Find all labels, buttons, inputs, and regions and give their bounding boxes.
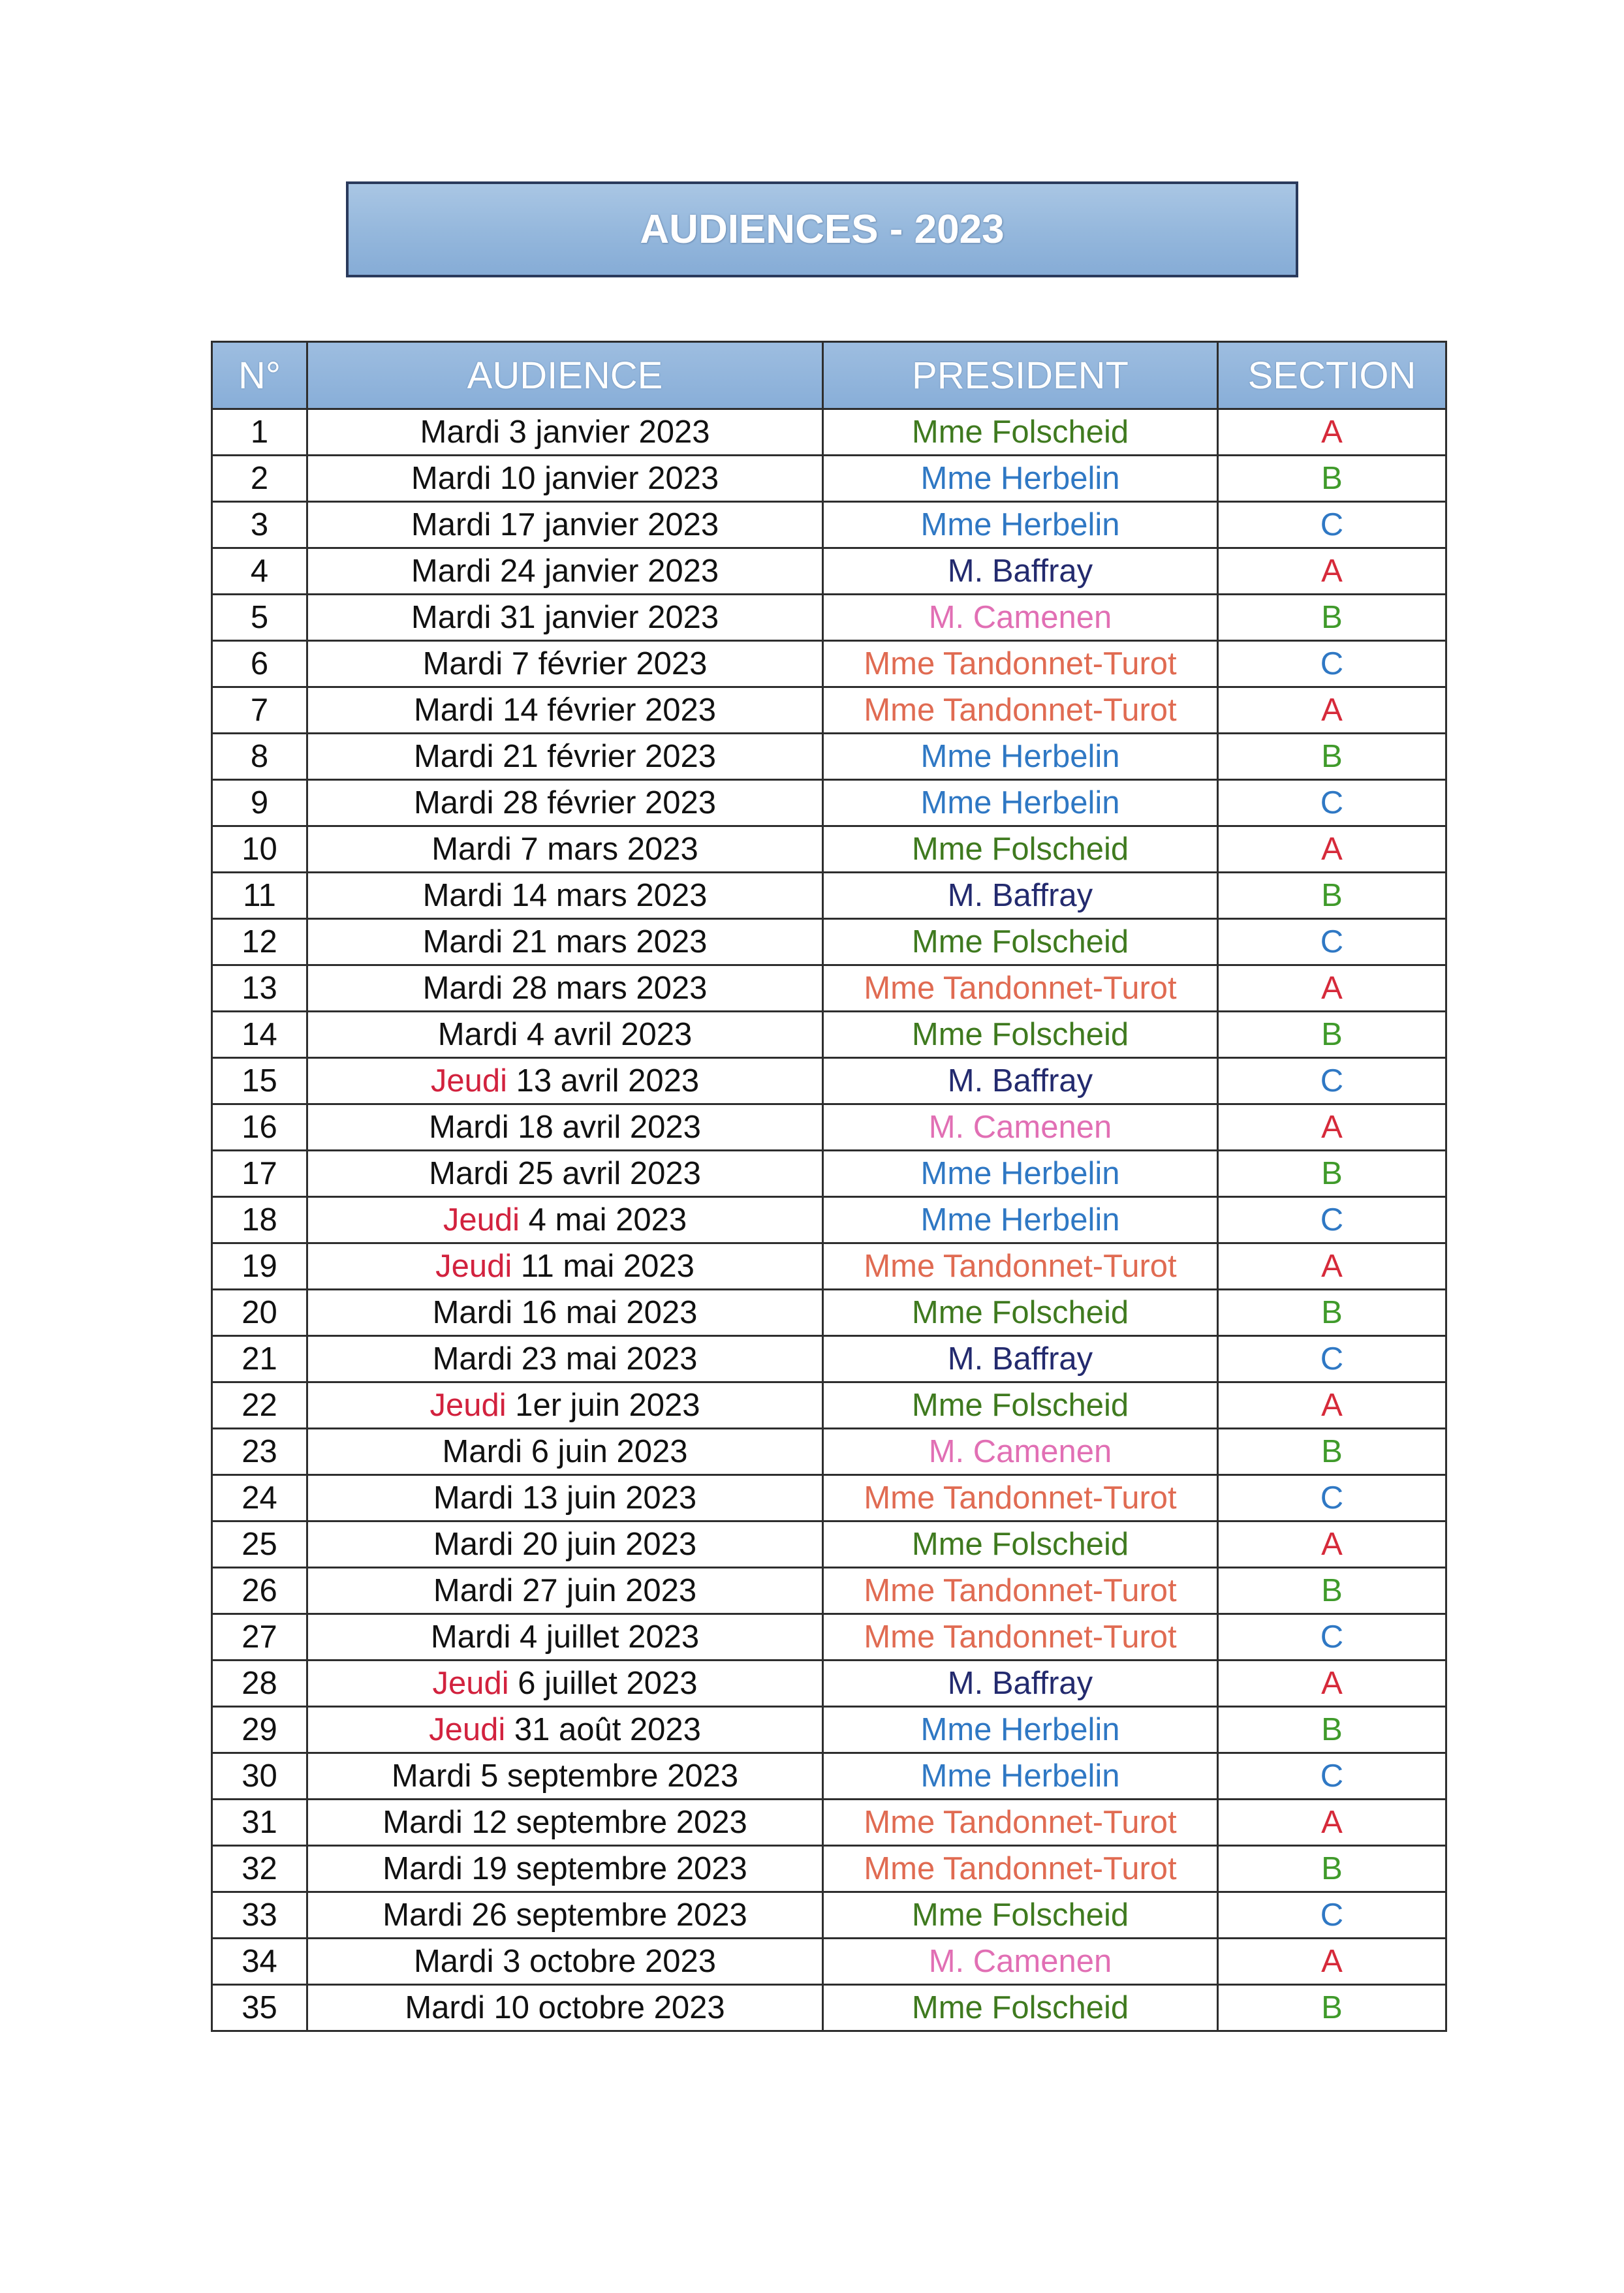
row-number: 15 xyxy=(212,1058,307,1104)
table-row xyxy=(212,1382,1446,1429)
table-row xyxy=(212,1707,1446,1753)
table-row xyxy=(212,1846,1446,1892)
audience-date-cell xyxy=(307,734,823,780)
president-cell: Mme Folscheid xyxy=(823,919,1218,965)
audience-date: 27 juin 2023 xyxy=(522,1573,697,1608)
president-cell: Mme Tandonnet-Turot xyxy=(823,641,1218,687)
row-number: 10 xyxy=(212,826,307,873)
president-cell: Mme Folscheid xyxy=(823,826,1218,873)
table-row xyxy=(212,965,1446,1012)
audience-weekday: Mardi xyxy=(422,971,503,1006)
row-number: 2 xyxy=(212,456,307,502)
audience-date-cell xyxy=(307,919,823,965)
audience-date-cell xyxy=(307,1892,823,1939)
table-row xyxy=(212,548,1446,595)
header-audience: AUDIENCE xyxy=(307,342,823,409)
audience-weekday: Mardi xyxy=(422,878,503,913)
section-cell: A xyxy=(1218,409,1446,456)
president-cell: Mme Herbelin xyxy=(823,1197,1218,1243)
audience-date: 3 octobre 2023 xyxy=(503,1944,717,1979)
row-number: 21 xyxy=(212,1336,307,1382)
header-num: N° xyxy=(212,342,307,409)
header-section: SECTION xyxy=(1218,342,1446,409)
table-row xyxy=(212,1197,1446,1243)
audience-weekday: Mardi xyxy=(411,507,492,542)
section-cell: C xyxy=(1218,641,1446,687)
audience-date-cell xyxy=(307,1846,823,1892)
section-cell: C xyxy=(1218,1753,1446,1800)
audience-date-cell xyxy=(307,687,823,734)
section-cell: A xyxy=(1218,1800,1446,1846)
audience-date: 31 août 2023 xyxy=(514,1712,701,1747)
audience-weekday: Mardi xyxy=(442,1434,523,1469)
president-cell: Mme Tandonnet-Turot xyxy=(823,965,1218,1012)
audience-date: 18 avril 2023 xyxy=(518,1110,701,1145)
row-number: 28 xyxy=(212,1661,307,1707)
table-row xyxy=(212,1429,1446,1475)
audience-weekday: Mardi xyxy=(391,1758,472,1794)
president-cell: Mme Folscheid xyxy=(823,1290,1218,1336)
row-number: 3 xyxy=(212,502,307,548)
audience-weekday: Mardi xyxy=(433,1527,514,1562)
section-cell: B xyxy=(1218,1429,1446,1475)
table-row xyxy=(212,1151,1446,1197)
audience-date-cell xyxy=(307,502,823,548)
audience-weekday: Mardi xyxy=(430,1619,511,1655)
audience-date-cell xyxy=(307,780,823,826)
row-number: 12 xyxy=(212,919,307,965)
president-cell: Mme Herbelin xyxy=(823,780,1218,826)
table-row xyxy=(212,1661,1446,1707)
audience-date: 26 septembre 2023 xyxy=(471,1897,747,1933)
president-cell: Mme Herbelin xyxy=(823,1707,1218,1753)
page-title: AUDIENCES - 2023 xyxy=(640,207,1005,252)
audience-date: 3 janvier 2023 xyxy=(508,414,710,450)
audience-date-cell xyxy=(307,1243,823,1290)
audience-date-cell xyxy=(307,1429,823,1475)
president-cell: M. Camenen xyxy=(823,1939,1218,1985)
audience-date: 24 janvier 2023 xyxy=(500,554,719,589)
president-cell: M. Baffray xyxy=(823,1336,1218,1382)
audience-date-cell xyxy=(307,548,823,595)
row-number: 14 xyxy=(212,1012,307,1058)
table-row xyxy=(212,1568,1446,1614)
audience-weekday: Mardi xyxy=(433,1480,514,1516)
row-number: 7 xyxy=(212,687,307,734)
section-cell: A xyxy=(1218,1521,1446,1568)
section-cell: C xyxy=(1218,1058,1446,1104)
section-cell: B xyxy=(1218,456,1446,502)
table-row xyxy=(212,919,1446,965)
table-row xyxy=(212,1753,1446,1800)
row-number: 26 xyxy=(212,1568,307,1614)
audience-date: 1er juin 2023 xyxy=(515,1388,700,1423)
audience-date-cell xyxy=(307,409,823,456)
audience-date: 20 juin 2023 xyxy=(522,1527,697,1562)
row-number: 34 xyxy=(212,1939,307,1985)
row-number: 6 xyxy=(212,641,307,687)
row-number: 30 xyxy=(212,1753,307,1800)
audience-date: 13 avril 2023 xyxy=(516,1063,700,1099)
audience-date: 14 mars 2023 xyxy=(511,878,708,913)
audience-date: 5 septembre 2023 xyxy=(480,1758,739,1794)
table-row xyxy=(212,1243,1446,1290)
table-row xyxy=(212,780,1446,826)
audience-date: 7 février 2023 xyxy=(511,646,708,681)
section-cell: B xyxy=(1218,1707,1446,1753)
president-cell: Mme Folscheid xyxy=(823,1892,1218,1939)
audience-weekday: Mardi xyxy=(383,1805,463,1840)
section-cell: A xyxy=(1218,965,1446,1012)
audience-weekday: Jeudi xyxy=(443,1202,520,1238)
audience-date: 7 mars 2023 xyxy=(520,832,698,867)
audience-weekday: Mardi xyxy=(383,1851,463,1886)
section-cell: A xyxy=(1218,1243,1446,1290)
audience-date: 4 mai 2023 xyxy=(528,1202,687,1238)
section-cell: A xyxy=(1218,1661,1446,1707)
audience-weekday: Mardi xyxy=(420,414,501,450)
president-cell: M. Baffray xyxy=(823,548,1218,595)
row-number: 24 xyxy=(212,1475,307,1521)
table-row xyxy=(212,502,1446,548)
audience-weekday: Mardi xyxy=(411,554,492,589)
audience-date-cell xyxy=(307,1058,823,1104)
section-cell: B xyxy=(1218,1151,1446,1197)
section-cell: B xyxy=(1218,734,1446,780)
table-row xyxy=(212,1985,1446,2031)
row-number: 5 xyxy=(212,595,307,641)
table-row xyxy=(212,595,1446,641)
audience-date-cell xyxy=(307,873,823,919)
table-row xyxy=(212,1336,1446,1382)
row-number: 16 xyxy=(212,1104,307,1151)
row-number: 35 xyxy=(212,1985,307,2031)
audience-date: 16 mai 2023 xyxy=(521,1295,698,1330)
table-row xyxy=(212,734,1446,780)
president-cell: Mme Folscheid xyxy=(823,1382,1218,1429)
audience-date-cell xyxy=(307,1661,823,1707)
audience-date-cell xyxy=(307,1012,823,1058)
audience-date: 31 janvier 2023 xyxy=(500,600,719,635)
section-cell: B xyxy=(1218,873,1446,919)
audience-date: 14 février 2023 xyxy=(503,693,717,728)
audience-date: 28 février 2023 xyxy=(503,785,717,820)
audience-date-cell xyxy=(307,1985,823,2031)
president-cell: Mme Folscheid xyxy=(823,1985,1218,2031)
section-cell: B xyxy=(1218,1012,1446,1058)
table-row xyxy=(212,1475,1446,1521)
row-number: 33 xyxy=(212,1892,307,1939)
president-cell: Mme Folscheid xyxy=(823,1521,1218,1568)
president-cell: Mme Tandonnet-Turot xyxy=(823,1800,1218,1846)
row-number: 19 xyxy=(212,1243,307,1290)
row-number: 17 xyxy=(212,1151,307,1197)
audience-weekday: Jeudi xyxy=(429,1712,506,1747)
audience-date-cell xyxy=(307,595,823,641)
president-cell: Mme Tandonnet-Turot xyxy=(823,687,1218,734)
table-row xyxy=(212,1012,1446,1058)
table-row xyxy=(212,1614,1446,1661)
audience-date: 21 mars 2023 xyxy=(511,924,708,959)
audience-date-cell xyxy=(307,965,823,1012)
section-cell: C xyxy=(1218,1336,1446,1382)
president-cell: Mme Tandonnet-Turot xyxy=(823,1243,1218,1290)
table-row xyxy=(212,456,1446,502)
row-number: 20 xyxy=(212,1290,307,1336)
audience-date: 19 septembre 2023 xyxy=(471,1851,747,1886)
row-number: 29 xyxy=(212,1707,307,1753)
audience-date-cell xyxy=(307,1336,823,1382)
table-row xyxy=(212,1800,1446,1846)
row-number: 31 xyxy=(212,1800,307,1846)
table-row xyxy=(212,641,1446,687)
audiences-table xyxy=(211,341,1447,2032)
audience-weekday: Mardi xyxy=(413,1944,494,1979)
row-number: 22 xyxy=(212,1382,307,1429)
section-cell: A xyxy=(1218,826,1446,873)
audience-weekday: Mardi xyxy=(429,1110,509,1145)
audience-weekday: Jeudi xyxy=(429,1388,507,1423)
president-cell: Mme Folscheid xyxy=(823,1012,1218,1058)
row-number: 8 xyxy=(212,734,307,780)
section-cell: B xyxy=(1218,1568,1446,1614)
audience-weekday: Mardi xyxy=(413,785,494,820)
president-cell: Mme Tandonnet-Turot xyxy=(823,1614,1218,1661)
audience-date: 28 mars 2023 xyxy=(511,971,708,1006)
audience-weekday: Mardi xyxy=(422,646,503,681)
audience-weekday: Mardi xyxy=(411,600,492,635)
row-number: 23 xyxy=(212,1429,307,1475)
audience-weekday: Mardi xyxy=(431,832,512,867)
audience-date-cell xyxy=(307,1104,823,1151)
row-number: 4 xyxy=(212,548,307,595)
row-number: 25 xyxy=(212,1521,307,1568)
table-row xyxy=(212,1058,1446,1104)
table-row xyxy=(212,873,1446,919)
audience-weekday: Mardi xyxy=(413,693,494,728)
president-cell: M. Baffray xyxy=(823,1661,1218,1707)
title-banner xyxy=(346,181,1298,277)
table-row xyxy=(212,1521,1446,1568)
audience-date: 4 avril 2023 xyxy=(526,1017,693,1052)
audience-date-cell xyxy=(307,826,823,873)
president-cell: Mme Herbelin xyxy=(823,1753,1218,1800)
audience-date-cell xyxy=(307,1939,823,1985)
audience-date-cell xyxy=(307,1382,823,1429)
audience-date: 10 octobre 2023 xyxy=(493,1990,725,2025)
section-cell: C xyxy=(1218,1892,1446,1939)
audience-date-cell xyxy=(307,1800,823,1846)
audience-date: 17 janvier 2023 xyxy=(500,507,719,542)
section-cell: C xyxy=(1218,780,1446,826)
section-cell: C xyxy=(1218,919,1446,965)
audience-weekday: Mardi xyxy=(405,1990,485,2025)
section-cell: C xyxy=(1218,502,1446,548)
audience-date: 11 mai 2023 xyxy=(520,1249,695,1284)
audience-date-cell xyxy=(307,1290,823,1336)
section-cell: A xyxy=(1218,1104,1446,1151)
audience-date-cell xyxy=(307,1568,823,1614)
table-row xyxy=(212,409,1446,456)
audience-date-cell xyxy=(307,1707,823,1753)
audience-date-cell xyxy=(307,1614,823,1661)
section-cell: C xyxy=(1218,1614,1446,1661)
audience-date: 4 juillet 2023 xyxy=(520,1619,700,1655)
president-cell: M. Camenen xyxy=(823,595,1218,641)
table-row xyxy=(212,1290,1446,1336)
audience-date: 10 janvier 2023 xyxy=(500,461,719,496)
section-cell: B xyxy=(1218,595,1446,641)
audience-date: 21 février 2023 xyxy=(503,739,717,774)
audience-date-cell xyxy=(307,1475,823,1521)
audience-weekday: Mardi xyxy=(432,1295,513,1330)
audience-date: 12 septembre 2023 xyxy=(471,1805,747,1840)
section-cell: B xyxy=(1218,1290,1446,1336)
row-number: 11 xyxy=(212,873,307,919)
president-cell: Mme Herbelin xyxy=(823,502,1218,548)
president-cell: M. Baffray xyxy=(823,873,1218,919)
audience-date: 25 avril 2023 xyxy=(518,1156,701,1191)
audience-weekday: Jeudi xyxy=(432,1666,509,1701)
president-cell: Mme Tandonnet-Turot xyxy=(823,1846,1218,1892)
table-row xyxy=(212,1104,1446,1151)
audience-date-cell xyxy=(307,1197,823,1243)
section-cell: C xyxy=(1218,1197,1446,1243)
audience-weekday: Mardi xyxy=(437,1017,518,1052)
audience-weekday: Mardi xyxy=(432,1341,513,1377)
president-cell: M. Baffray xyxy=(823,1058,1218,1104)
audience-date-cell xyxy=(307,1521,823,1568)
header-president: PRESIDENT xyxy=(823,342,1218,409)
president-cell: Mme Folscheid xyxy=(823,409,1218,456)
row-number: 9 xyxy=(212,780,307,826)
section-cell: B xyxy=(1218,1985,1446,2031)
section-cell: A xyxy=(1218,1382,1446,1429)
audience-weekday: Mardi xyxy=(413,739,494,774)
table-row xyxy=(212,826,1446,873)
president-cell: Mme Tandonnet-Turot xyxy=(823,1475,1218,1521)
section-cell: B xyxy=(1218,1846,1446,1892)
section-cell: A xyxy=(1218,687,1446,734)
table-row xyxy=(212,1939,1446,1985)
table-header-row xyxy=(212,342,1446,409)
president-cell: Mme Herbelin xyxy=(823,456,1218,502)
audience-date-cell xyxy=(307,456,823,502)
president-cell: Mme Herbelin xyxy=(823,734,1218,780)
row-number: 1 xyxy=(212,409,307,456)
audience-date: 23 mai 2023 xyxy=(521,1341,698,1377)
audience-date-cell xyxy=(307,1151,823,1197)
row-number: 27 xyxy=(212,1614,307,1661)
president-cell: Mme Herbelin xyxy=(823,1151,1218,1197)
section-cell: A xyxy=(1218,1939,1446,1985)
section-cell: A xyxy=(1218,548,1446,595)
audience-weekday: Mardi xyxy=(433,1573,514,1608)
audience-date: 6 juin 2023 xyxy=(531,1434,688,1469)
president-cell: Mme Tandonnet-Turot xyxy=(823,1568,1218,1614)
table-row xyxy=(212,1892,1446,1939)
audience-weekday: Jeudi xyxy=(430,1063,507,1099)
audience-weekday: Mardi xyxy=(429,1156,509,1191)
section-cell: C xyxy=(1218,1475,1446,1521)
table-row xyxy=(212,687,1446,734)
audience-date: 6 juillet 2023 xyxy=(518,1666,698,1701)
audience-date: 13 juin 2023 xyxy=(522,1480,697,1516)
audience-date-cell xyxy=(307,1753,823,1800)
audience-weekday: Jeudi xyxy=(435,1249,512,1284)
row-number: 32 xyxy=(212,1846,307,1892)
audience-date-cell xyxy=(307,641,823,687)
audience-weekday: Mardi xyxy=(411,461,492,496)
president-cell: M. Camenen xyxy=(823,1429,1218,1475)
president-cell: M. Camenen xyxy=(823,1104,1218,1151)
row-number: 18 xyxy=(212,1197,307,1243)
audience-weekday: Mardi xyxy=(383,1897,463,1933)
row-number: 13 xyxy=(212,965,307,1012)
audience-weekday: Mardi xyxy=(422,924,503,959)
